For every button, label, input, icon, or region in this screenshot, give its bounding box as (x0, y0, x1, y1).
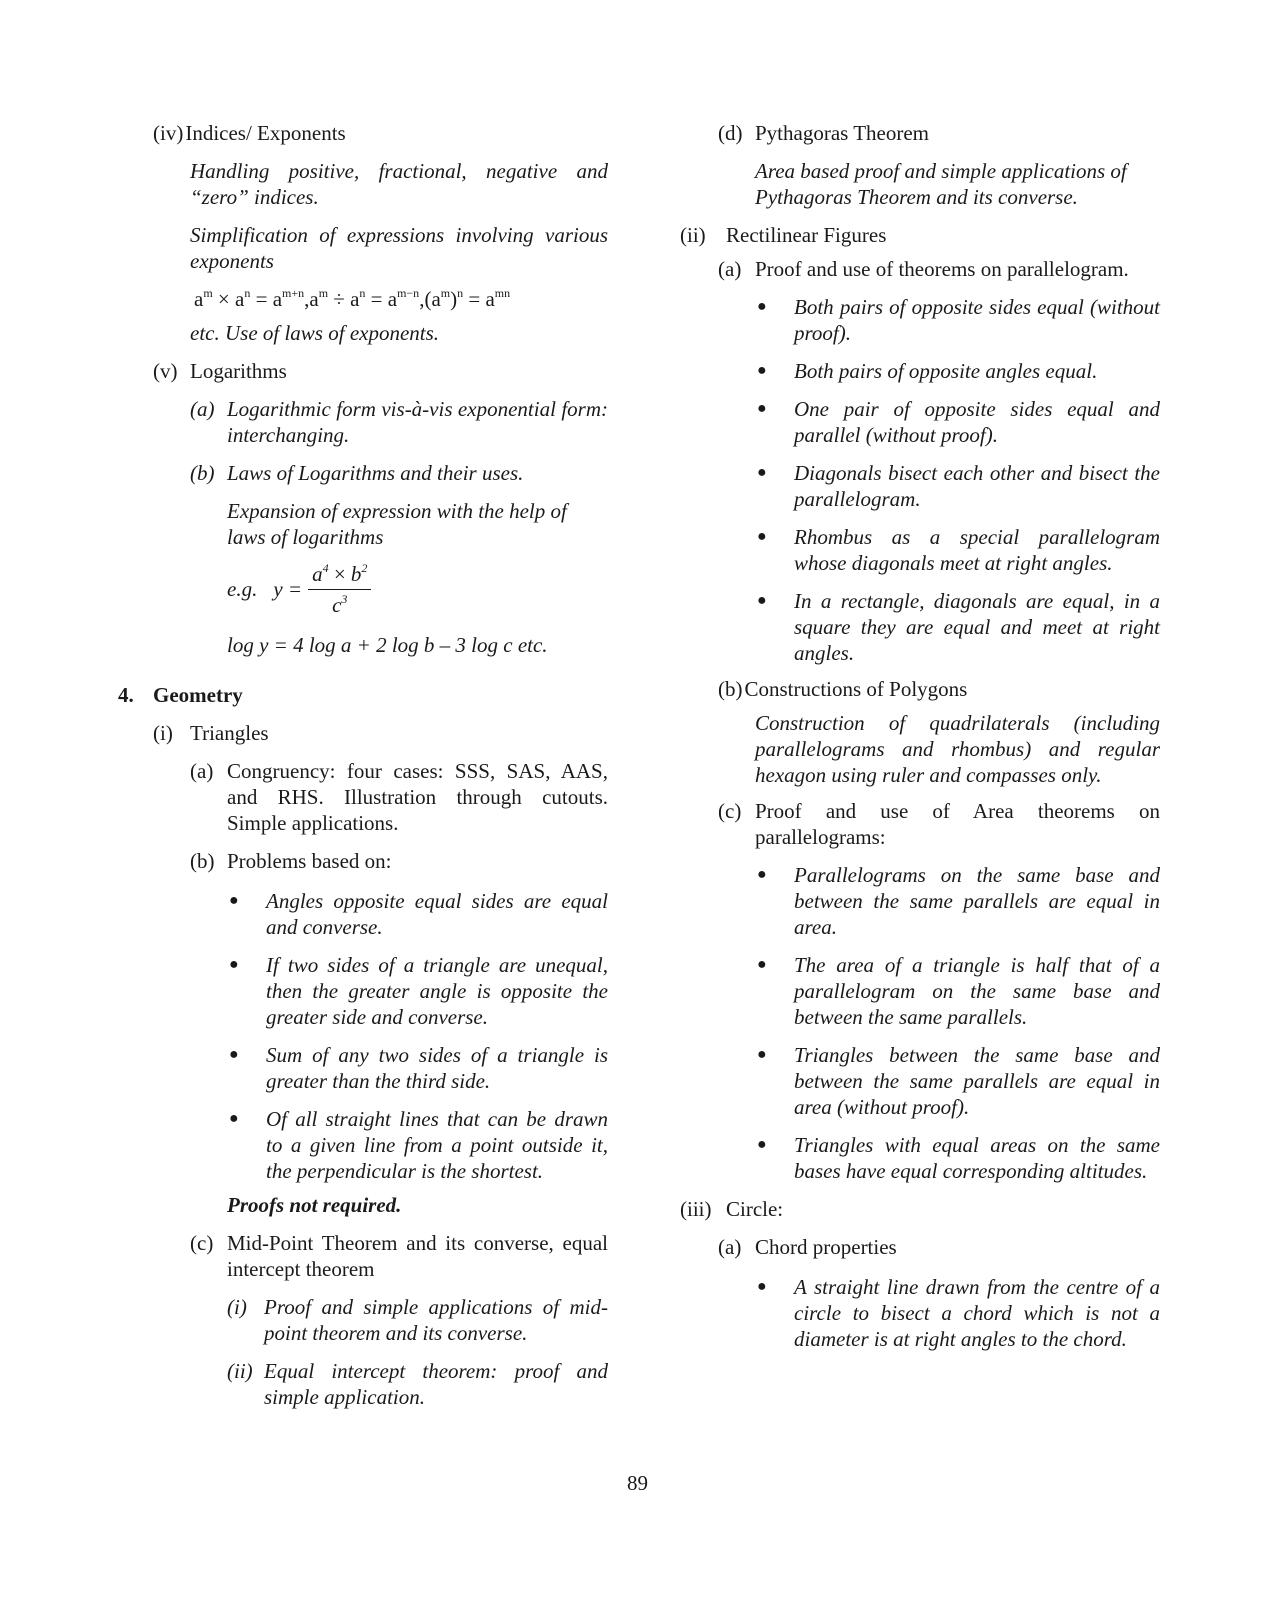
bullet-icon: ● (757, 1278, 767, 1295)
paragraph: Area based proof and simple applications of Pythagoras Theorem and its converse. (755, 159, 1127, 209)
list-item: ● Of all straight lines that can be drawn to a given line from a point outside it, the perpendicular is the shortest. (229, 1107, 608, 1183)
list-item: ● Both pairs of opposite sides equal (without proof). (757, 295, 1160, 345)
page-number: 89 (627, 1471, 648, 1495)
section-label: (v) (153, 359, 178, 383)
bullet-icon: ● (757, 1136, 767, 1153)
list-item: ● One pair of opposite sides equal and parallel (without proof). (757, 397, 1160, 447)
list-item: ● In a rectangle, diagonals are equal, in a square they are equal and meet at right angles. (757, 589, 1160, 665)
exponent-laws-formula: $a^m \times a^n = a^{m+n},a^m \div a^n = a^{m-n},(a^m)^n = a^{mn}$ (194, 286, 511, 311)
bullet-icon: ● (229, 1110, 239, 1127)
paragraph: Handling positive, fractional, negative and “zero” indices. (190, 159, 608, 209)
logarithms-item-b: (b) Laws of Logarithms and their uses. (190, 461, 524, 485)
paragraph: etc. Use of laws of exponents. (190, 321, 440, 345)
bullet-icon: ● (757, 464, 767, 481)
log-expansion-result: log y = 4 log a + 2 log b – 3 log c etc. (227, 633, 548, 657)
list-item: ● Angles opposite equal sides are equal and converse. (229, 889, 608, 939)
list-item: ● Rhombus as a special parallelogram whose diagonals meet at right angles. (757, 525, 1160, 575)
rectilinear-heading: (ii) Rectilinear Figures (680, 223, 887, 247)
log-example-formula: e.g. y = $\frac{a^4 \times b^2}{c^3}$ (227, 556, 608, 622)
midpoint-item-ii: (ii) Equal intercept theorem: proof and simple application. (227, 1359, 608, 1409)
triangles-item-a: (a) Congruency: four cases: SSS, SAS, AAS, and RHS. Illustration through cutouts. Simple applications. (190, 759, 608, 835)
rectilinear-item-a: (a) Proof and use of theorems on parallelogram. (718, 257, 1129, 281)
parallelogram-bullet-list (755, 294, 1160, 666)
list-item: ● Both pairs of opposite angles equal. (757, 359, 1098, 383)
area-theorems-bullet-list (755, 862, 1160, 1184)
section-logarithms-heading (153, 358, 608, 384)
paragraph: Simplification of expressions involving various exponents (190, 223, 608, 273)
section-label: (iv) (153, 121, 184, 145)
bullet-icon: ● (757, 1046, 767, 1063)
list-item: ● The area of a triangle is half that of a parallelogram on the same base and between the same parallels. (757, 953, 1160, 1029)
bullet-icon: ● (757, 866, 767, 883)
paragraph: Expansion of expression with the help of laws of logarithms (227, 499, 567, 549)
list-item: ● Triangles between the same base and between the same parallels are equal in area (without proof). (757, 1043, 1160, 1119)
section-indices-heading (153, 120, 608, 146)
bullet-icon: ● (229, 892, 239, 909)
triangles-bullet-list (227, 888, 608, 1184)
bullet-icon: ● (229, 956, 239, 973)
list-item: ● Sum of any two sides of a triangle is greater than the third side. (229, 1043, 608, 1093)
bullet-icon: ● (757, 400, 767, 417)
list-item: ● Triangles with equal areas on the same bases have equal corresponding altitudes. (757, 1133, 1160, 1183)
section-title: Indices/ Exponents (185, 121, 346, 145)
constructions-heading: (b) Constructions of Polygons (718, 677, 968, 701)
right-column (680, 120, 1160, 1352)
chord-properties-heading: (a) Chord properties (718, 1235, 897, 1259)
bullet-icon: ● (757, 298, 767, 315)
triangles-item-b: (b) Problems based on: (190, 849, 392, 873)
list-item: ● Parallelograms on the same base and between the same parallels are equal in area. (757, 863, 1160, 939)
proofs-note: Proofs not required. (227, 1193, 402, 1217)
paragraph: Construction of quadrilaterals (including parallelograms and rhombus) and regular hexagon using ruler and compasses only. (755, 711, 1160, 787)
left-column (118, 120, 608, 1410)
list-item: ● Diagonals bisect each other and bisect the parallelogram. (757, 461, 1160, 511)
triangles-item-c: (c) Mid-Point Theorem and its converse, equal intercept theorem (190, 1231, 608, 1281)
section-title: Logarithms (190, 359, 287, 383)
section-geometry-heading: 4. Geometry (118, 683, 243, 707)
logarithms-item-a: (a) Logarithmic form vis-à-vis exponential form: interchanging. (190, 397, 608, 447)
area-theorems-item-c: (c) Proof and use of Area theorems on parallelograms: (718, 799, 1160, 849)
list-item: ● A straight line drawn from the centre of a circle to bisect a chord which is not a diameter is at right angles to the chord. (757, 1275, 1160, 1351)
bullet-icon: ● (757, 362, 767, 379)
circle-heading: (iii) Circle: (680, 1197, 784, 1221)
triangles-heading: (i) Triangles (153, 721, 269, 745)
bullet-icon: ● (229, 1046, 239, 1063)
midpoint-item-i: (i) Proof and simple applications of mid-point theorem and its converse. (227, 1295, 608, 1345)
bullet-icon: ● (757, 592, 767, 609)
list-item: ● If two sides of a triangle are unequal, then the greater angle is opposite the greater side and converse. (229, 953, 608, 1029)
chord-bullet-list (755, 1274, 1160, 1352)
bullet-icon: ● (757, 528, 767, 545)
bullet-icon: ● (757, 956, 767, 973)
pythagoras-heading: (d) Pythagoras Theorem (718, 121, 929, 145)
